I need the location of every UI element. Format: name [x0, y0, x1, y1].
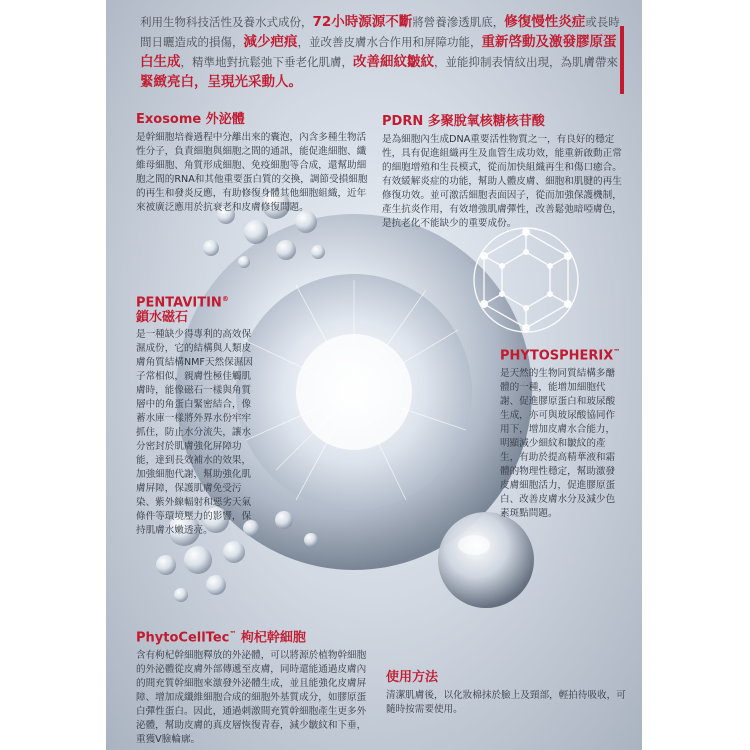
pdrn-body: 是為細胞內生成DNA重要活性物質之一，有良好的穩定性，具有促進組織再生及血管生成功效，能重新啟動正常的細胞增殖和生長模式，從而加快組織再生和傷口癒合。有效緩解炎症的功能，幫助人體皮膚、細胞和肌腱的再生修復功效。並可激活細胞表面因子，從而加強保護機制，產生抗炎作用，有效增強肌膚彈性，改善鬆弛暗啞膚色，是抗老化不能缺少的重要成份。 — [382, 134, 622, 229]
accent-bar — [620, 26, 624, 94]
phytocelltec-body: 含有枸杞幹細胞釋放的外泌體，可以將源於植物幹細胞的外泌體從皮膚外部傳遞至皮膚，同時還能通過皮膚內的間充質幹細胞來激發外泌體生成，並且能強化皮膚屏障、增加成纖維細胞合成的細胞外基質成分，如膠原蛋白彈性蛋白。因此，通過刺激間充質幹細胞產生更多外泌體，幫助皮膚的真皮層恢復青春，減少皺紋和下垂，重獲V臉輪廓。 — [136, 650, 367, 746]
phytospherix-body: 是天然的生物同質結構多醣體的一種，能增加細胞代謝、促進膠原蛋白和玻尿酸生成，亦可與玻尿酸協同作用下，增加皮膚水合能力，明顯減少細紋和皺紋的產生，有助於提高精華液和霜體的物理性穩定，幫助激發皮膚細胞活力，促進膠原蛋白、改善皮膚水分及減少色素斑點問題。 — [500, 368, 616, 520]
pentavitin-body: 是一種缺少得專利的高效保濕成份，它的結構與人類皮膚角質結構NMF天然保濕因子常相似，親膚性極佳觸肌膚時，能像磁石一樣與角質層中的角蛋白緊密結合，像蓄水庫一樣將外界水份牢牢抓住，防止水分流失，讓水分密封於肌膚強化屏障功能，達到長效補水的效果，加強細胞代謝，幫助強化肌膚屏障，保護肌膚免受污染、紫外線輻射和惡劣天氣條件等環境壓力的影響，保持肌膚水嫩透亮。 — [136, 329, 253, 537]
intro-paragraph: 利用生物科技活性及養水式成份，72小時源源不斷將營養滲透肌底，修復慢性炎症或長時間日曬造成的損傷，減少疤痕，並改善皮膚水合作用和屏障功能，重新啓動及激發膠原蛋白生成，精準地對抗鬆弛下垂老化肌膚，改善細紋皺紋，並能抑制表情紋出現，為肌膚帶來緊緻亮白，呈現光采動人。 — [140, 14, 620, 90]
water-droplet-icon — [438, 512, 534, 608]
infographic-page — [106, 0, 642, 750]
pdrn-title: PDRN 多聚脫氧核糖核苷酸 — [382, 114, 545, 129]
usage-section — [386, 670, 626, 717]
pentavitin-title: PENTAVITIN® 鎖水磁石 — [136, 292, 256, 325]
pentavitin-section — [136, 292, 256, 538]
phytocelltec-title: PhytoCellTec™ 枸杞幹細胞 — [136, 630, 306, 646]
usage-title: 使用方法 — [386, 670, 439, 685]
phytospherix-title: PHYTOSPHERIX™ — [500, 348, 621, 364]
exosome-section — [136, 112, 368, 215]
phytospherix-section — [500, 344, 622, 521]
pentavitin-subtitle: 鎖水磁石 — [136, 310, 189, 326]
phytocelltec-section — [136, 626, 368, 747]
exosome-title: Exosome 外泌體 — [136, 112, 245, 127]
pdrn-section — [382, 114, 622, 231]
exosome-body: 是幹細胞培養過程中分離出來的囊泡，內含多種生物活性分子，負責細胞與細胞之間的通訊，能促進細胞、纖維母細胞、角質形成細胞、免疫細胞等合成，還幫助細胞之間的RNA和其他重要蛋白質的交換，調節受損細胞的再生和發炎反應，有助修復身體其他細胞組織，近年來被廣泛應用於抗衰老和皮膚修復問題。 — [136, 132, 368, 213]
usage-body: 清潔肌膚後，以化妝棉抹於臉上及頸部，輕拍待吸收，可隨時按需要使用。 — [386, 690, 626, 715]
